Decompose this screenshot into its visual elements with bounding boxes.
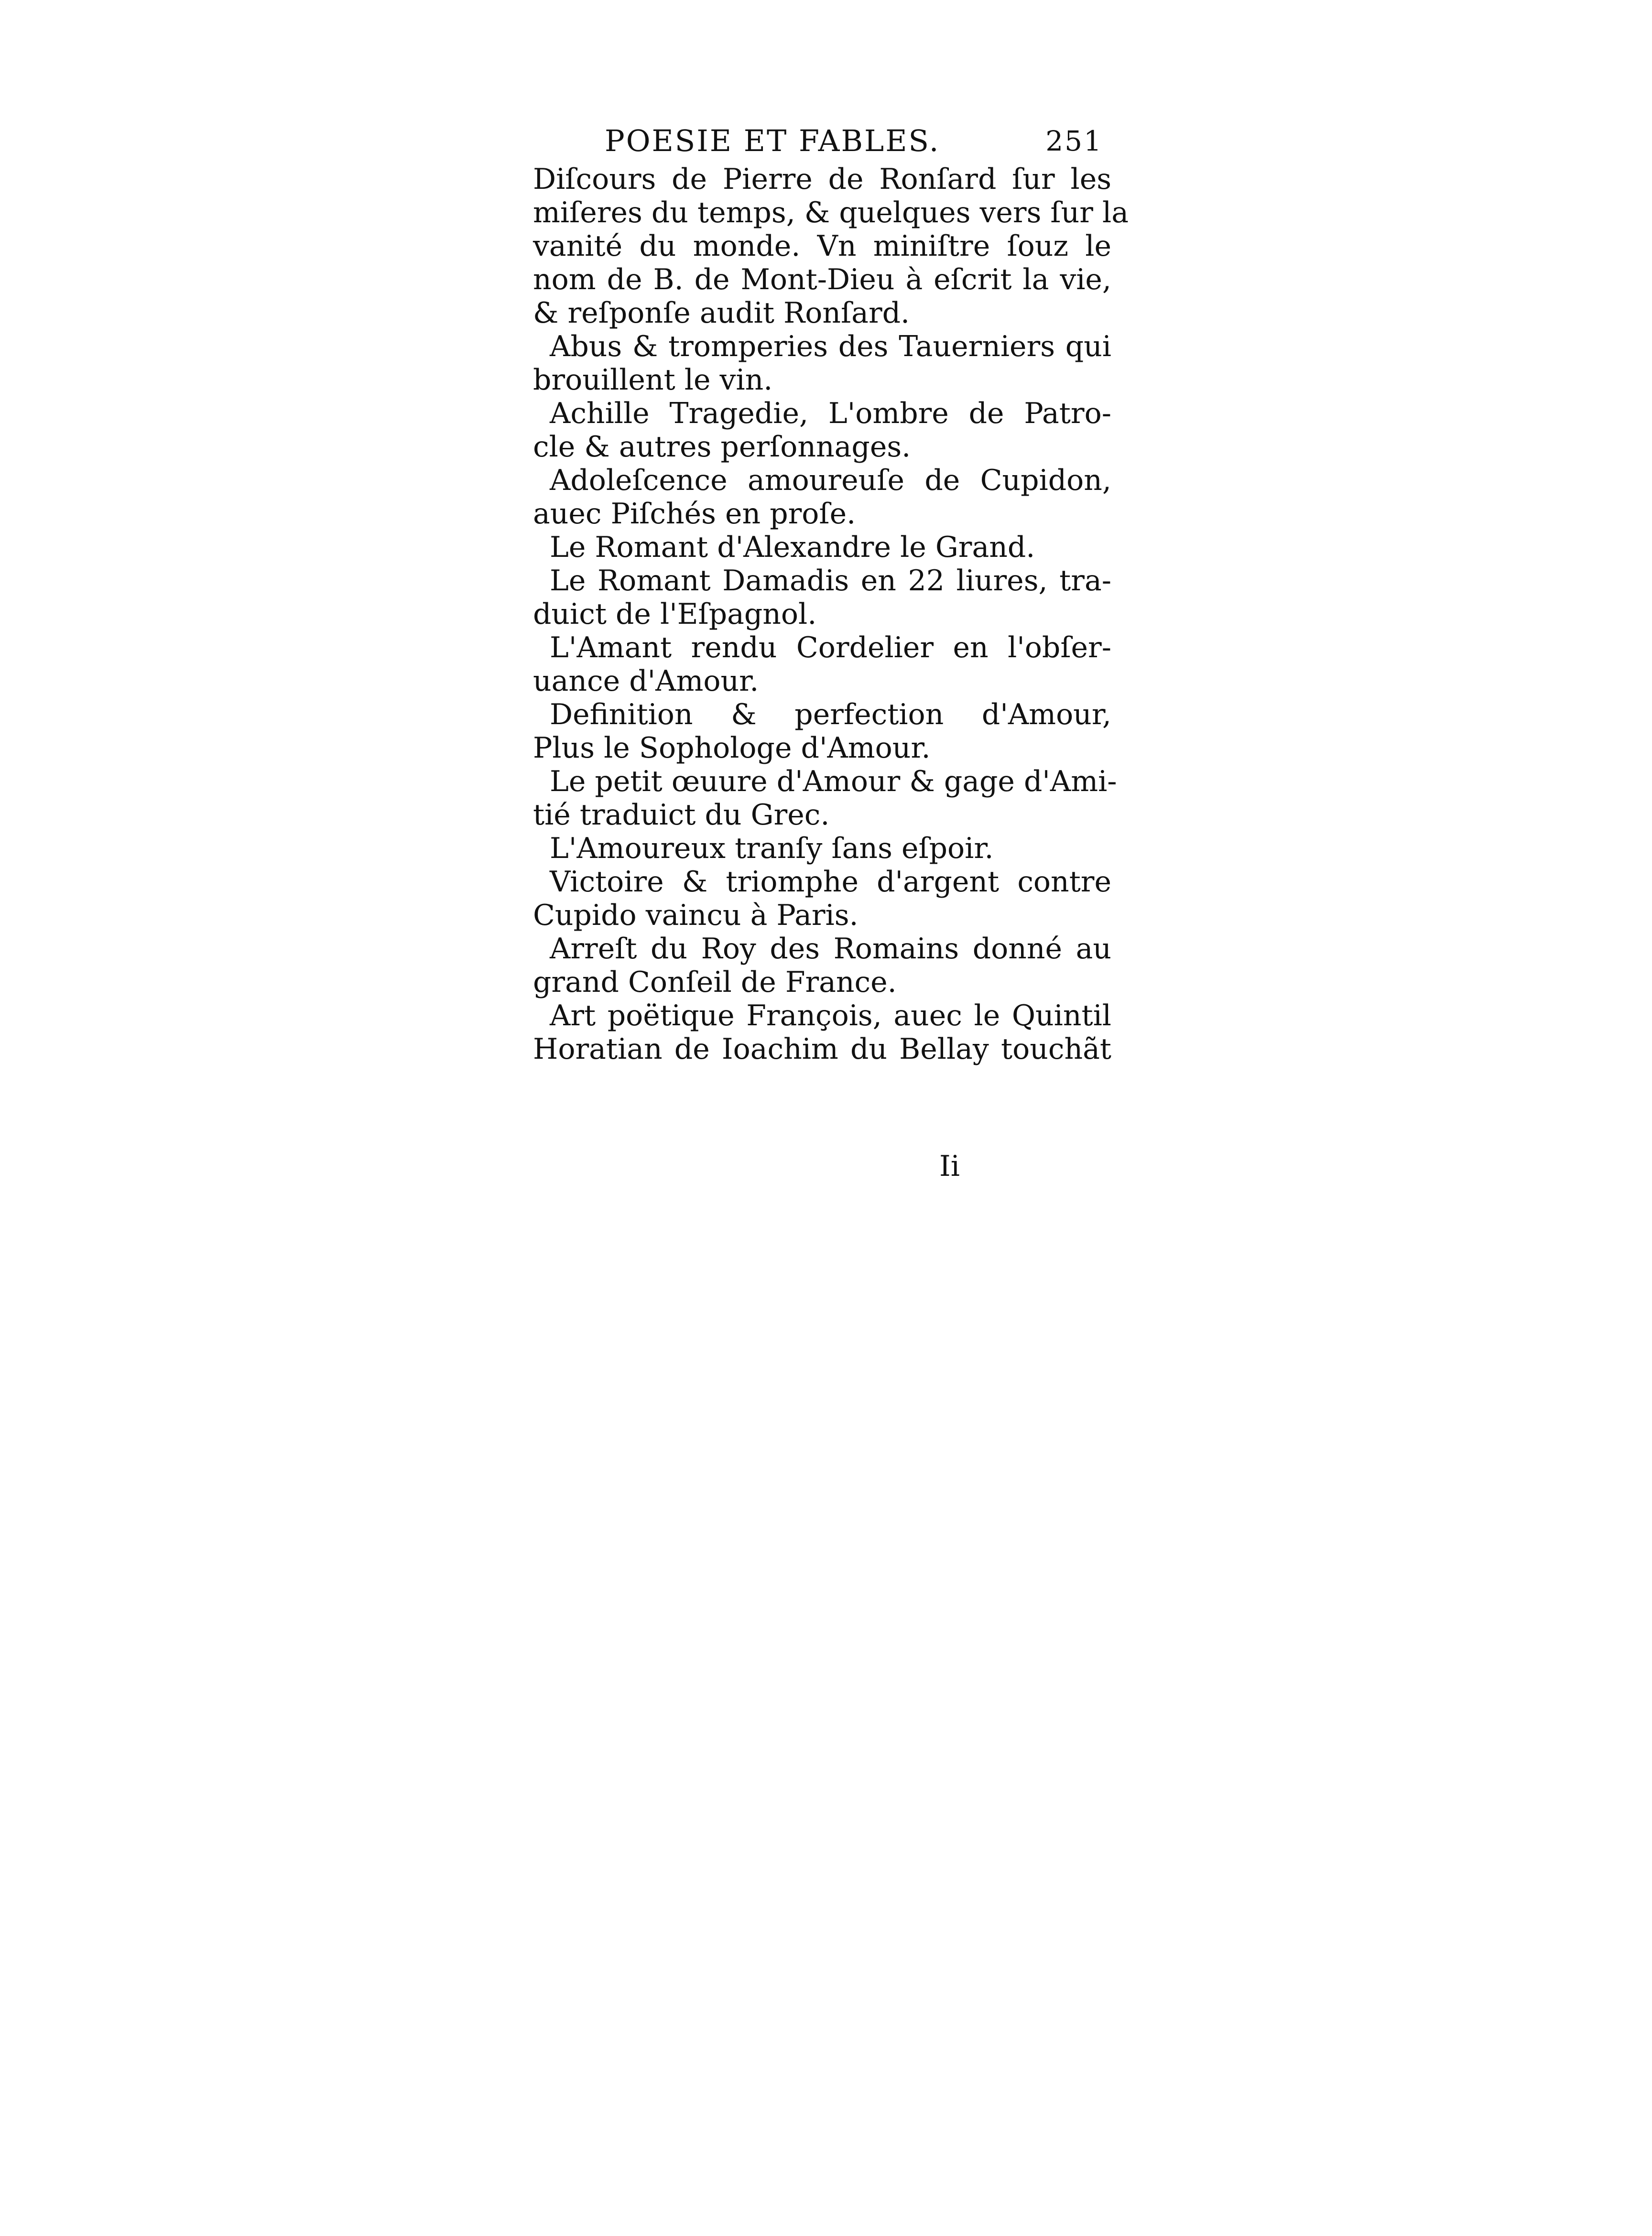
signature-mark: Ii [939,1150,960,1183]
text-line: grand Conſeil de France. [533,966,897,999]
text-line: vanité du monde. Vn miniſtre ſouz le [533,229,1111,263]
text-line: nom de B. de Mont-Dieu à eſcrit la vie, [533,263,1111,296]
text-line: L'Amoureux tranſy ſans eſpoir. [550,832,994,865]
text-line: Art poëtique François, auec le Quintil [550,999,1111,1032]
text-line: Le Romant d'Alexandre le Grand. [550,531,1035,564]
text-line: uance d'Amour. [533,664,759,698]
text-line: cle & autres perſonnages. [533,430,911,464]
text-line: Achille Tragedie, L'ombre de Patro- [550,397,1111,430]
text-line: Diſcours de Pierre de Ronſard ſur les [533,163,1111,196]
page-number: 251 [1045,125,1103,157]
text-line: Le petit œuure d'Amour & gage d'Ami- [550,765,1117,798]
text-line: miſeres du temps, & quelques vers ſur la [533,196,1129,229]
text-line: Arreſt du Roy des Romains donné au [550,932,1111,966]
text-line: & reſponſe audit Ronſard. [533,296,910,330]
text-line: tié traduict du Grec. [533,798,830,832]
page-text-block [533,119,1129,1066]
text-line: duict de l'Eſpagnol. [533,597,817,631]
text-line: brouillent le vin. [533,363,773,397]
running-header [533,119,1111,163]
text-line: Adoleſcence amoureuſe de Cupidon, [550,464,1111,497]
text-line: Victoire & triomphe d'argent contre [550,865,1111,899]
body-text [533,163,1129,1066]
text-line: L'Amant rendu Cordelier en l'obſer- [550,631,1111,664]
text-line: Cupido vaincu à Paris. [533,899,859,932]
text-line: Horatian de Ioachim du Bellay touchãt [533,1032,1111,1066]
text-line: Definition & perfection d'Amour, [550,698,1111,731]
text-line: Plus le Sophologe d'Amour. [533,731,931,765]
text-line: Abus & tromperies des Tauerniers qui [550,330,1111,363]
running-title: POESIE ET FABLES. [605,123,940,158]
text-line: auec Piſchés en proſe. [533,497,856,531]
text-line: Le Romant Damadis en 22 liures, tra- [550,564,1111,597]
